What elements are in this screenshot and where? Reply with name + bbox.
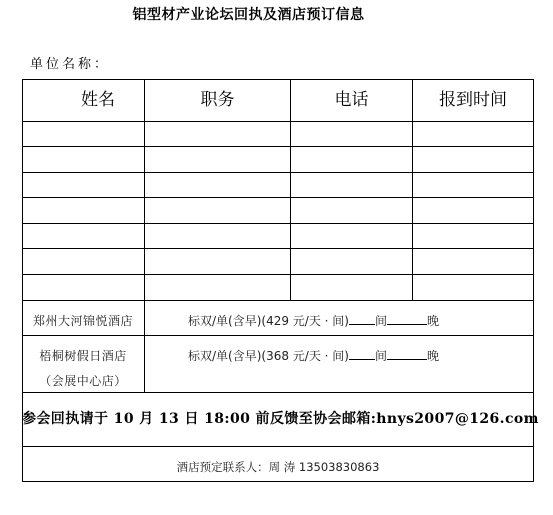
submission-notice: 参会回执请于 10 月 13 日 18:00 前反馈至协会邮箱:hnys2007@126.com — [22, 411, 539, 427]
hotel-2-branch: （会展中心店） — [39, 374, 127, 388]
hotel-2-room-option — [188, 347, 439, 364]
unit-name-label: 单位名称： — [30, 57, 111, 72]
hotel-col-line — [144, 300, 145, 392]
document-title-text: 铝型材产业论坛回执及酒店预订信息 — [132, 7, 365, 23]
hotel-2-name: 梧桐树假日酒店 — [39, 349, 127, 363]
hotel-2-room-count-blank — [349, 347, 375, 360]
hotel-2-unit-night: 晚 — [427, 349, 440, 363]
row-line — [22, 392, 534, 393]
border-bottom — [22, 481, 534, 482]
row-line — [22, 446, 534, 447]
header-name: 姓名 — [81, 90, 115, 110]
row-line — [22, 121, 534, 122]
hotel-2-unit-room: 间 — [374, 349, 387, 363]
row-line — [22, 172, 534, 173]
hotel-2-room-text: 标双/单(含早)(368 元/天 · 间) — [188, 349, 349, 363]
row-line — [22, 274, 534, 275]
row-line — [22, 146, 534, 147]
hotel-1-room-option — [188, 312, 439, 329]
row-line — [22, 197, 534, 198]
row-line — [22, 248, 534, 249]
document-title — [0, 4, 553, 24]
hotel-1-room-count-blank — [349, 312, 375, 325]
registration-form — [22, 79, 539, 482]
hotel-1-unit-room: 间 — [374, 314, 387, 328]
hotel-1-name: 郑州大河锦悦酒店 — [32, 314, 133, 328]
hotel-2-night-count-blank — [387, 347, 427, 360]
hotel-1-unit-night: 晚 — [427, 314, 440, 328]
hotel-1-room-text: 标双/单(含早)(429 元/天 · 间) — [188, 314, 349, 328]
row-line — [22, 335, 534, 336]
header-position: 职务 — [200, 90, 235, 110]
row-line — [22, 223, 534, 224]
hotel-contact: 酒店预定联系人：周 涛 13503830863 — [176, 460, 380, 474]
hotel-1-night-count-blank — [387, 312, 427, 325]
header-arrival-time: 报到时间 — [439, 90, 507, 110]
header-phone: 电话 — [334, 90, 369, 110]
row-line — [22, 300, 534, 301]
